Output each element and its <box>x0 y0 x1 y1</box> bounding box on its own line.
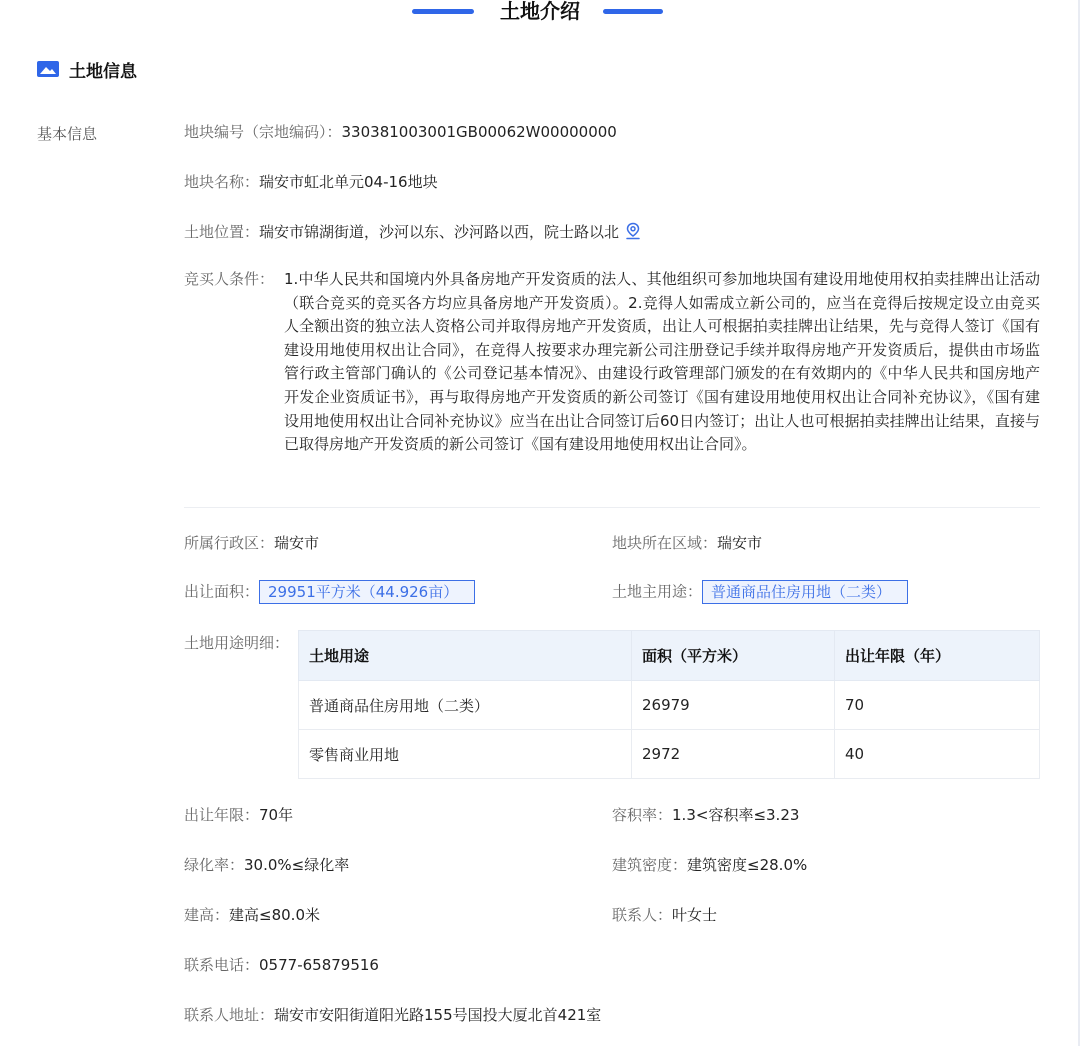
contact-label: 联系人： <box>612 906 673 924</box>
transfer-area-label: 出让面积： <box>184 582 260 601</box>
building-density-value: 建筑密度≤28.0% <box>687 856 808 874</box>
table-row <box>299 681 1040 730</box>
table-cell: 普通商品住房用地（二类） <box>299 681 632 730</box>
term-value: 70年 <box>259 806 294 824</box>
address-value: 瑞安市安阳街道阳光路155号国投大厦北首421室 <box>274 1006 602 1024</box>
contact-row <box>612 904 717 926</box>
admin-district-row <box>184 532 319 554</box>
page-header <box>0 0 1080 34</box>
term-label: 出让年限： <box>184 806 260 824</box>
admin-district-value: 瑞安市 <box>274 534 320 552</box>
building-density-row <box>612 854 807 876</box>
term-row <box>184 804 293 826</box>
parcel-name-value: 瑞安市虹北单元04-16地块 <box>259 173 438 191</box>
table-cell: 40 <box>835 730 1040 779</box>
parcel-number-value: 330381003001GB00062W00000000 <box>341 123 617 141</box>
bidder-conditions-label: 竞买人条件： <box>184 270 275 288</box>
parcel-name-label: 地块名称： <box>184 173 260 191</box>
column-header-area: 面积（平方米） <box>632 631 835 681</box>
table-cell: 零售商业用地 <box>299 730 632 779</box>
height-label: 建高： <box>184 906 230 924</box>
parcel-number-row <box>184 121 617 143</box>
land-image-icon <box>37 61 59 77</box>
far-row <box>612 804 799 826</box>
height-value: 建高≤80.0米 <box>229 906 320 924</box>
address-label: 联系人地址： <box>184 1006 275 1024</box>
main-use-row <box>612 580 908 604</box>
far-label: 容积率： <box>612 806 673 824</box>
green-rate-row <box>184 854 349 876</box>
header-decor-left <box>412 9 474 14</box>
section-divider <box>184 507 1040 508</box>
table-row <box>299 730 1040 779</box>
green-rate-label: 绿化率： <box>184 856 245 874</box>
transfer-area-row <box>184 580 475 604</box>
bidder-conditions-text: 1.中华人民共和国境内外具备房地产开发资质的法人、其他组织可参加地块国有建设用地使用权拍卖挂牌出让活动（联合竞买的竞买各方均应具备房地产开发资质）。2.竞得人如需成立新公司的，应当在竞得后按规定设立由竞买人全额出资的独立法人资格公司并取得房地产开发资质，出让人可根据拍卖挂牌出让结果，先与竞得人签订《国有建设用地使用权出让合同》，在竞得人按要求办理完新公司注册登记手续并取得房地产开发资质后，提供由市场监管行政主管部门确认的《公司登记基本情况》、由建设行政管理部门颁发的在有效期内的《中华人民共和国房地产开发企业资质证书》，再与取得房地产开发资质的新公司签订《国有建设用地使用权出让合同补充协议》，《国有建设用地使用权出让合同补充协议》应当在出让合同签订后60日内签订；出让人也可根据拍卖挂牌出让结果，直接与已取得房地产开发资质的新公司签订《国有建设用地使用权出让合同》。 <box>284 270 1040 454</box>
section-title-text: 土地信息 <box>69 61 137 82</box>
main-use-label: 土地主用途： <box>612 582 703 601</box>
location-pin-icon[interactable] <box>625 222 641 240</box>
location-label: 土地位置： <box>184 223 260 241</box>
section-title <box>37 57 137 81</box>
header-decor-right <box>603 9 663 14</box>
address-row <box>184 1004 601 1026</box>
parcel-region-label: 地块所在区域： <box>612 534 718 552</box>
height-row <box>184 904 320 926</box>
basic-info-label: 基本信息 <box>37 125 98 143</box>
location-value: 瑞安市锦湖街道，沙河以东、沙河路以西，院士路以北 <box>259 223 620 241</box>
admin-district-label: 所属行政区： <box>184 534 275 552</box>
green-rate-value: 30.0%≤绿化率 <box>244 856 350 874</box>
parcel-number-label: 地块编号（宗地编码）： <box>184 123 342 141</box>
location-row <box>184 221 641 243</box>
main-use-tag: 普通商品住房用地（二类） <box>702 580 908 604</box>
column-header-term: 出让年限（年） <box>835 631 1040 681</box>
parcel-name-row <box>184 171 438 193</box>
phone-label: 联系电话： <box>184 956 260 974</box>
transfer-area-tag: 29951平方米（44.926亩） <box>259 580 475 604</box>
phone-value: 0577-65879516 <box>259 956 379 974</box>
table-header-row <box>299 631 1040 681</box>
usage-detail-label: 土地用途明细： <box>184 634 290 652</box>
table-cell: 26979 <box>632 681 835 730</box>
parcel-region-value: 瑞安市 <box>717 534 763 552</box>
page-title: 土地介绍 <box>500 0 580 23</box>
table-cell: 70 <box>835 681 1040 730</box>
phone-row <box>184 954 379 976</box>
column-header-use: 土地用途 <box>299 631 632 681</box>
contact-value: 叶女士 <box>672 906 718 924</box>
table-cell: 2972 <box>632 730 835 779</box>
building-density-label: 建筑密度： <box>612 856 688 874</box>
usage-detail-table <box>298 630 1040 779</box>
parcel-region-row <box>612 532 762 554</box>
far-value: 1.3<容积率≤3.23 <box>672 806 800 824</box>
